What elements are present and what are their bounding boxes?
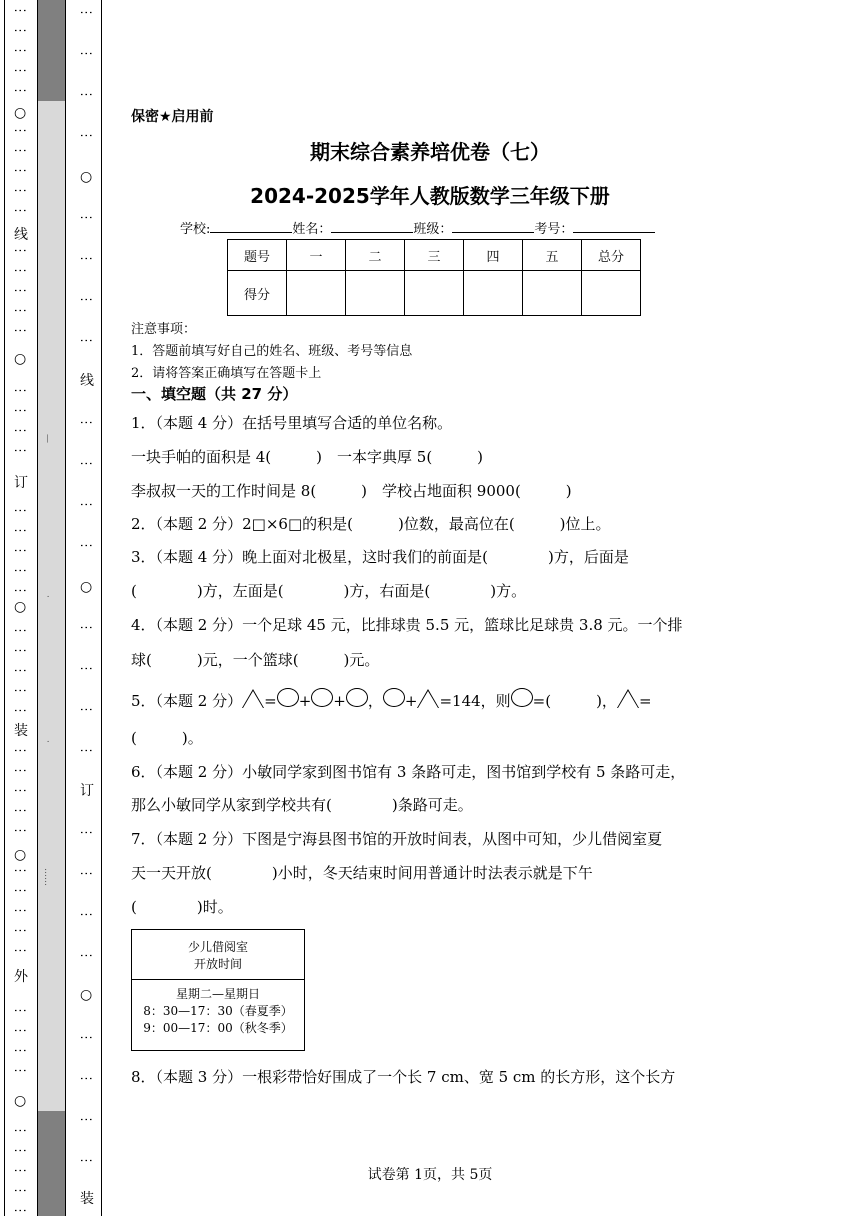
binding-dot-leader: ⋮ bbox=[78, 539, 93, 551]
binding-dot-leader: ⋮ bbox=[78, 252, 93, 264]
score-cell[interactable] bbox=[287, 271, 346, 316]
outer-mark-circle-4: ○ bbox=[14, 847, 27, 863]
binding-dot-leader: ⋮ bbox=[78, 6, 93, 18]
equals-sign: = bbox=[264, 692, 277, 710]
binding-dot-leader: ⋮ bbox=[12, 304, 27, 316]
notice-box-days: 星期二—星期日 bbox=[175, 987, 260, 1001]
binding-dot-leader: ⋮ bbox=[12, 524, 27, 536]
score-row-label: 得分 bbox=[228, 271, 287, 316]
binding-dot-leader: ⋮ bbox=[78, 457, 93, 469]
binding-dot-leader: ⋮ bbox=[12, 324, 27, 336]
binding-dot-leader: ⋮ bbox=[12, 1164, 27, 1176]
binding-dot-leader: ⋮ bbox=[78, 703, 93, 715]
binding-dot-leader: ⋮ bbox=[12, 904, 27, 916]
binding-dot-leader: ⋮ bbox=[12, 1004, 27, 1016]
binding-dot-leader: ⋮ bbox=[12, 864, 27, 876]
circle-icon bbox=[311, 688, 333, 707]
circle-icon bbox=[346, 688, 368, 707]
notice-box-line-2: 开放时间 bbox=[193, 956, 242, 971]
question-5-line-b: ( )。 bbox=[131, 729, 203, 747]
binding-dot-leader: ⋮ bbox=[12, 264, 27, 276]
school-field[interactable] bbox=[210, 220, 292, 233]
question-7-line-c: ( )时。 bbox=[131, 898, 233, 916]
exam-no-field[interactable] bbox=[573, 220, 655, 233]
binding-dot-leader: ⋮ bbox=[12, 384, 27, 396]
binding-dot-leader: ⋮ bbox=[12, 404, 27, 416]
comma: ， bbox=[367, 692, 383, 710]
binding-dot-leader: ⋮ bbox=[12, 444, 27, 456]
binding-dot-leader: ⋮ bbox=[12, 84, 27, 96]
question-3-line-a: 3．（本题 4 分）晚上面对北极星，这时我们的前面是( )方，后面是 bbox=[131, 548, 629, 566]
binding-dot-leader: ⋮ bbox=[78, 621, 93, 633]
binding-dot-leader: ⋮ bbox=[12, 624, 27, 636]
name-label: 姓名： bbox=[292, 222, 332, 237]
binding-dot-leader: ⋮ bbox=[12, 804, 27, 816]
library-hours-notice bbox=[131, 929, 305, 1051]
notice-box-body bbox=[132, 980, 304, 1037]
question-1: 1．（本题 4 分）在括号里填写合适的单位名称。 bbox=[131, 414, 453, 432]
binding-dot-leader: ⋮ bbox=[78, 826, 93, 838]
question-5-prefix: 5．（本题 2 分） bbox=[131, 692, 243, 710]
notice-box-time-1: 8：30—17：30（春夏季） bbox=[143, 1004, 293, 1018]
binding-dot-leader: ⋮ bbox=[78, 293, 93, 305]
binding-dot-leader: ⋮ bbox=[12, 164, 27, 176]
binding-dot-leader: ⋮ bbox=[78, 867, 93, 879]
question-7-line-b: 天一天开放( )小时，冬天结束时间用普通计时法表示就是下午 bbox=[131, 864, 593, 882]
binding-dot-leader: ⋮ bbox=[12, 184, 27, 196]
notice-title: 注意事项： bbox=[131, 322, 197, 337]
binding-dot-leader: ⋮ bbox=[12, 4, 27, 16]
binding-dot-leader: ⋮ bbox=[12, 204, 27, 216]
question-6-line-a: 6．（本题 2 分）小敏同学家到图书馆有 3 条路可走，图书馆到学校有 5 条路可走， bbox=[131, 763, 686, 781]
question-4-line-b: 球( )元，一个篮球( )元。 bbox=[131, 651, 380, 669]
binding-dot-leader: ⋮ bbox=[78, 211, 93, 223]
binding-dot-leader: ⋮ bbox=[12, 544, 27, 556]
binding-dot-leader: ⋮ bbox=[12, 144, 27, 156]
binding-dot-leader: ⋮ bbox=[78, 1113, 93, 1125]
binding-dot-leader: ⋮ bbox=[12, 1144, 27, 1156]
binding-dot-leader: ⋮ bbox=[12, 124, 27, 136]
page-footer: 试卷第 1页，共 5页 bbox=[367, 1167, 493, 1183]
gray-mark-1 bbox=[50, 434, 52, 443]
exam-subtitle: 2024-2025学年人教版数学三年级下册 bbox=[250, 184, 610, 208]
outer-mark-wai: 外 bbox=[14, 969, 28, 985]
gray-mark-2 bbox=[50, 595, 52, 598]
binding-dot-leader: ⋮ bbox=[78, 1072, 93, 1084]
outer-mark-circle-5: ○ bbox=[14, 1093, 27, 1109]
binding-dot-leader: ⋮ bbox=[78, 416, 93, 428]
outer-mark-ding: 订 bbox=[14, 475, 28, 491]
binding-dot-leader: ⋮ bbox=[12, 1124, 27, 1136]
outer-mark-circle-2: ○ bbox=[14, 351, 27, 367]
triangle-icon bbox=[242, 689, 264, 708]
binding-dot-leader: ⋮ bbox=[12, 884, 27, 896]
plus-sign: + bbox=[298, 692, 312, 710]
score-cell[interactable] bbox=[346, 271, 405, 316]
class-label: 班级： bbox=[413, 222, 453, 237]
binding-dot-leader: ⋮ bbox=[12, 644, 27, 656]
question-5-circle-answer: =( )， bbox=[532, 692, 617, 710]
question-5-sum: =144，则 bbox=[439, 692, 511, 710]
binding-dot-leader: ⋮ bbox=[12, 1184, 27, 1196]
question-5-line-a bbox=[131, 688, 652, 711]
notice-box-line-1: 少儿借阅室 bbox=[187, 939, 248, 954]
exam-no-label: 考号： bbox=[534, 222, 574, 237]
binding-dot-leader: ⋮ bbox=[78, 908, 93, 920]
score-header-cell: 一 bbox=[287, 240, 346, 271]
binding-dot-leader: ⋮ bbox=[78, 949, 93, 961]
score-table bbox=[227, 239, 641, 316]
binding-dot-leader: ⋮ bbox=[12, 664, 27, 676]
circle-icon bbox=[277, 688, 299, 707]
equals-sign: = bbox=[638, 692, 652, 710]
score-header-cell: 总分 bbox=[582, 240, 641, 271]
score-cell[interactable] bbox=[523, 271, 582, 316]
score-table-header-row bbox=[228, 240, 641, 271]
inner-mark-circle-1: ○ bbox=[80, 169, 93, 185]
binding-dot-leader: ⋮ bbox=[12, 944, 27, 956]
triangle-icon bbox=[617, 689, 639, 708]
class-field[interactable] bbox=[452, 220, 534, 233]
inner-mark-circle-2: ○ bbox=[80, 579, 93, 595]
notice-item-2: 2．请将答案正确填写在答题卡上 bbox=[131, 366, 322, 381]
outer-mark-zhuang: 装 bbox=[14, 723, 28, 739]
plus-sign: + bbox=[404, 692, 418, 710]
circle-icon bbox=[511, 688, 533, 707]
binding-dot-leader: ⋮ bbox=[78, 334, 93, 346]
binding-dot-leader: ⋮ bbox=[78, 498, 93, 510]
binding-dot-leader: ⋮ bbox=[78, 88, 93, 100]
binding-dot-leader: ⋮ bbox=[12, 284, 27, 296]
name-field[interactable] bbox=[331, 220, 413, 233]
score-header-cell: 二 bbox=[346, 240, 405, 271]
notice-box-header bbox=[132, 930, 304, 980]
score-header-cell: 三 bbox=[405, 240, 464, 271]
score-header-cell: 题号 bbox=[228, 240, 287, 271]
binding-dot-leader: ⋮ bbox=[12, 764, 27, 776]
binding-dot-leader: ⋮ bbox=[78, 744, 93, 756]
outer-mark-xian: 线 bbox=[14, 227, 28, 243]
score-header-cell: 四 bbox=[464, 240, 523, 271]
binding-dark-top bbox=[38, 0, 65, 101]
inner-mark-xian: 线 bbox=[80, 373, 94, 389]
inner-mark-circle-3: ○ bbox=[80, 987, 93, 1003]
circle-icon bbox=[383, 688, 405, 707]
question-7-line-a: 7．（本题 2 分）下图是宁海县图书馆的开放时间表，从图中可知，少儿借阅室夏 bbox=[131, 830, 663, 848]
gray-mark-4 bbox=[50, 868, 52, 886]
confidential-label: 保密★启用前 bbox=[131, 109, 214, 125]
question-6-line-b: 那么小敏同学从家到学校共有( )条路可走。 bbox=[131, 796, 473, 814]
binding-dot-leader: ⋮ bbox=[78, 662, 93, 674]
binding-dot-leader: ⋮ bbox=[78, 129, 93, 141]
gray-mark-3 bbox=[50, 740, 52, 743]
binding-dot-leader: ⋮ bbox=[12, 44, 27, 56]
question-3-line-b: ( )方，左面是( )方，右面是( )方。 bbox=[131, 582, 527, 600]
binding-dot-leader: ⋮ bbox=[78, 1154, 93, 1166]
binding-dot-leader: ⋮ bbox=[12, 684, 27, 696]
question-1-line-b: 李叔叔一天的工作时间是 8( ) 学校占地面积 9000( ) bbox=[131, 482, 572, 500]
student-info-row bbox=[180, 218, 655, 237]
exam-title: 期末综合素养培优卷（七） bbox=[310, 140, 550, 164]
score-cell[interactable] bbox=[464, 271, 523, 316]
binding-dot-leader: ⋮ bbox=[12, 244, 27, 256]
notice-item-1: 1．答题前填写好自己的姓名、班级、考号等信息 bbox=[131, 344, 413, 359]
inner-mark-zhuang: 装 bbox=[80, 1191, 94, 1207]
binding-dot-leader: ⋮ bbox=[12, 1044, 27, 1056]
binding-dot-leader: ⋮ bbox=[12, 64, 27, 76]
section-1-title: 一、填空题（共 27 分） bbox=[131, 385, 298, 403]
plus-sign: + bbox=[333, 692, 346, 710]
binding-dot-leader: ⋮ bbox=[12, 704, 27, 716]
notice-box-time-2: 9：00—17：00（秋冬季） bbox=[143, 1021, 293, 1035]
binding-dot-leader: ⋮ bbox=[12, 504, 27, 516]
score-cell[interactable] bbox=[582, 271, 641, 316]
score-header-cell: 五 bbox=[523, 240, 582, 271]
score-cell[interactable] bbox=[405, 271, 464, 316]
binding-dot-leader: ⋮ bbox=[12, 784, 27, 796]
triangle-icon bbox=[417, 689, 439, 708]
inner-mark-ding: 订 bbox=[80, 783, 94, 799]
binding-dot-leader: ⋮ bbox=[12, 1204, 27, 1216]
binding-dot-leader: ⋮ bbox=[12, 424, 27, 436]
outer-mark-circle-1: ○ bbox=[14, 105, 27, 121]
question-8: 8．（本题 3 分）一根彩带恰好围成了一个长 7 cm、宽 5 cm 的长方形，这个长方 bbox=[131, 1068, 676, 1086]
binding-dot-leader: ⋮ bbox=[12, 744, 27, 756]
binding-dot-leader: ⋮ bbox=[12, 564, 27, 576]
question-2: 2．（本题 2 分）2□×6□的积是( )位数，最高位在( )位上。 bbox=[131, 515, 611, 533]
binding-dot-leader: ⋮ bbox=[12, 924, 27, 936]
binding-dot-leader: ⋮ bbox=[78, 1031, 93, 1043]
score-table-score-row bbox=[228, 271, 641, 316]
school-label: 学校: bbox=[180, 222, 211, 237]
question-1-line-a: 一块手帕的面积是 4( ) 一本字典厚 5( ) bbox=[131, 448, 484, 466]
binding-dot-leader: ⋮ bbox=[12, 1024, 27, 1036]
binding-dot-leader: ⋮ bbox=[78, 47, 93, 59]
outer-mark-circle-3: ○ bbox=[14, 599, 27, 615]
binding-dot-leader: ⋮ bbox=[12, 1064, 27, 1076]
binding-dot-leader: ⋮ bbox=[12, 24, 27, 36]
question-4-line-a: 4．（本题 2 分）一个足球 45 元，比排球贵 5.5 元，篮球比足球贵 3.8 元。一个排 bbox=[131, 616, 683, 634]
binding-dot-leader: ⋮ bbox=[12, 824, 27, 836]
binding-dot-leader: ⋮ bbox=[12, 584, 27, 596]
